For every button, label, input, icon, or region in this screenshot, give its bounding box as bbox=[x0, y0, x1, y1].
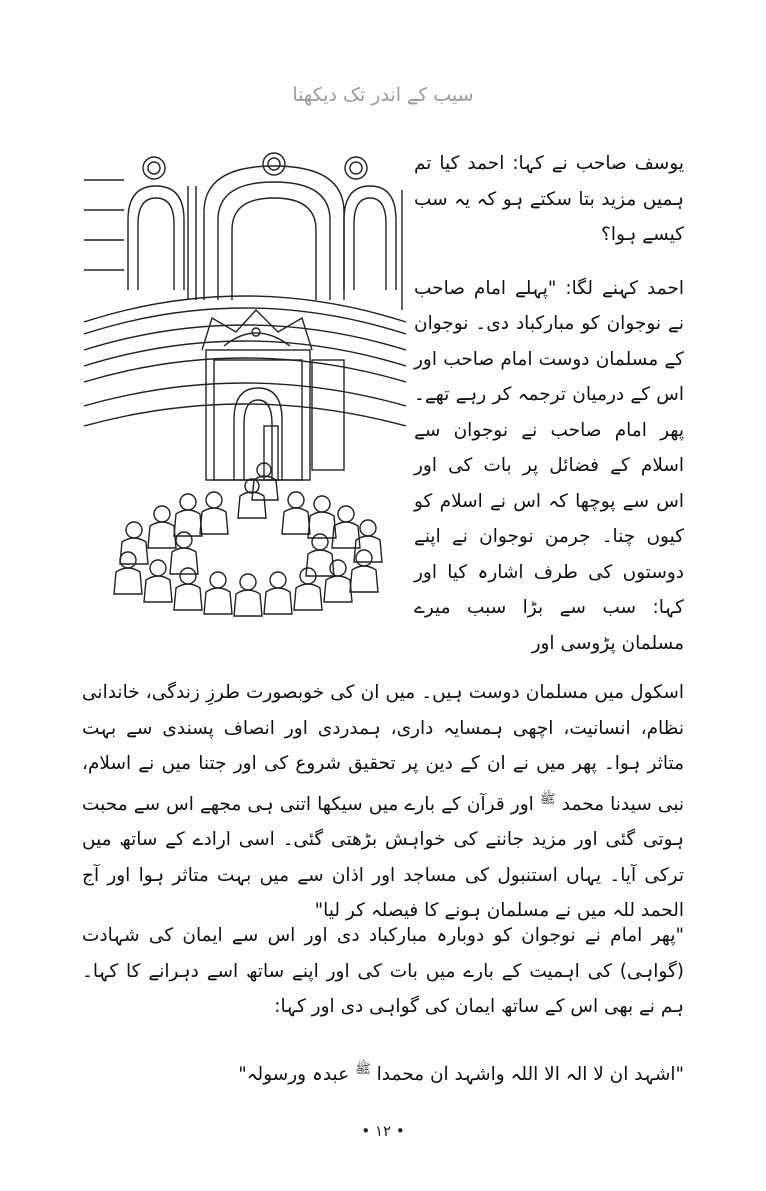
paragraph-3 bbox=[82, 918, 684, 1025]
mosque-illustration bbox=[84, 150, 406, 620]
paragraph-2-start: احمد کہنے لگا: "پہلے امام صاحب نے نوجوان کو مبارکباد دی۔ نوجوان کے مسلمان دوست امام صاحب اور اس کے درمیان ترجمہ کر رہے تھے۔ پھر امام صاحب نے نوجوان سے اسلام کے فضائل پر بات کی اور اس سے پوچھا کہ اس نے اسلام کو کیوں چنا۔ جرمن نوجوان نے اپنے دوستوں کی طرف اشارہ کیا اور کہا: سب سے بڑا سبب میرے مسلمان پڑوسی اور bbox=[414, 277, 684, 654]
text-column bbox=[414, 146, 684, 679]
paragraph-3-text: "پھر امام نے نوجوان کو دوبارہ مبارکباد دی اور اس سے ایمان کی شہادت (گواہی) کی اہمیت کے بارے میں بات کی اور اپنے ساتھ اسے دہرانے کا کہا۔ ہم نے بھی اس کے ساتھ ایمان کی گواہی دی اور کہا: bbox=[82, 925, 684, 1017]
page-number: • ١٢ • bbox=[361, 1122, 405, 1140]
honorific-symbol: ﷺ bbox=[539, 791, 556, 807]
shahada-line bbox=[82, 1052, 684, 1093]
paragraph-2-continued bbox=[82, 675, 684, 929]
shahada-honorific: ﷺ bbox=[355, 1062, 371, 1077]
paragraph-2-part-b: اور قرآن کے بارے میں سیکھا اتنی ہی مجھے اس سے محبت ہوتی گئی اور مزید جاننے کی خواہش بڑھتی گئی۔ اسی ارادے کے ساتھ میں ترکی آیا۔ یہاں استنبول کی مساجد اور اذان سے میں بہت متاثر ہوا اور آج الحمد للہ میں نے مسلمان ہونے کا فیصلہ کر لیا" bbox=[82, 793, 684, 922]
paragraph-1: یوسف صاحب نے کہا: احمد کیا تم ہمیں مزید بتا سکتے ہو کہ یہ سب کیسے ہوا؟ bbox=[414, 153, 684, 245]
running-header: سیب کے اندر تک دیکھنا bbox=[292, 84, 474, 106]
shahada-part-b: عبدہ ورسولہ" bbox=[238, 1064, 350, 1086]
paragraph-2-part-a: اسکول میں مسلمان دوست ہیں۔ میں ان کی خوبصورت طرزِ زندگی، خاندانی نظام، انسانیت، اچھی ہمسایہ داری، ہمدردی اور انصاف پسندی سے بہت متاثر ہوا۔ پھر میں نے ان کے دین پر تحقیق شروع کی اور جتنا میں نے اسلام، نبی سیدنا محمد bbox=[82, 682, 684, 815]
shahada-part-a: "اشہد ان لا الہ الا اللہ واشہد ان محمدا bbox=[376, 1064, 684, 1086]
